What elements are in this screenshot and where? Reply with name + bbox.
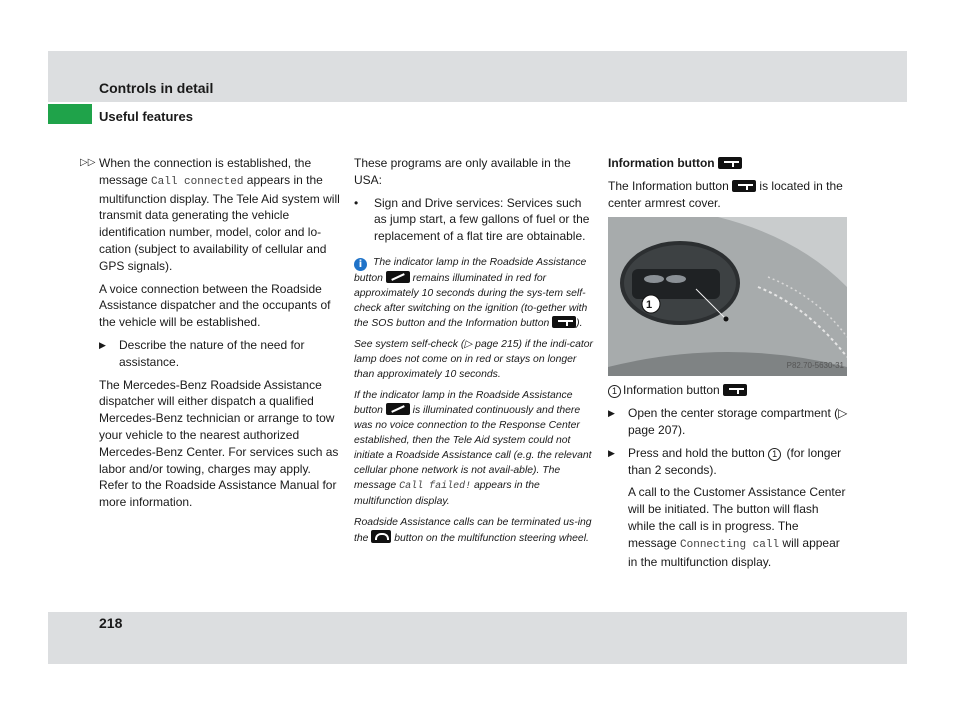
continuation-icon: ▷▷ [80, 157, 96, 168]
paragraph: The Mercedes-Benz Roadside Assistance dispatcher will either dispatch a qualified Mercedes-Benz technician or arrange to tow your vehicle to the nearest authorized Mercedes-Benz Center. For services such as labor and/or towing, charges may apply. Refer to the Roadside Assistance Manual for more information. [99, 377, 339, 510]
section-title: Controls in detail [99, 80, 214, 96]
note: If the indicator lamp in the Roadside Assistance button is illuminated continuously and there was no voice connection to the Response Center established, then the Tele Aid system could not initiate a Roadside Assistance call (e.g. the relevant cellular phone network is not avail-able). The message Call failed! appears in the multifunction display. [354, 389, 592, 507]
paragraph: When the connection is established, the message Call connected appears in the multifunction display. The Tele Aid system will transmit data generating the vehicle identification number, model, color and lo-cation (subject to availability of cellular and GPS signals). [99, 156, 340, 273]
information-button-icon [732, 180, 756, 192]
note: Roadside Assistance calls can be terminated us-ing the button on the multifunction steering wheel. [354, 516, 592, 544]
column-right [608, 155, 848, 576]
paragraph: These programs are only available in the USA: [354, 156, 571, 187]
hang-up-button-icon [371, 530, 391, 543]
display-message: Connecting call [680, 538, 780, 551]
paragraph: A voice connection between the Roadside Assistance dispatcher and the occupants of the vehicle will be established. [99, 281, 331, 330]
note: i The indicator lamp in the Roadside Assistance button remains illuminated in red for approximately 10 seconds during the sys-tem self-check after switching on the ignition (to-gether with the SOS button and the Information button ). [354, 256, 588, 329]
photo-id-label: P82.70-5630-31 [786, 360, 844, 370]
armrest-illustration [608, 217, 847, 376]
note: See system self-check (▷ page 215) if the indi-cator lamp does not come on in red or stays on longer than approximately 10 seconds. [354, 338, 593, 380]
bullet-icon: • [354, 195, 359, 210]
footer-band [48, 612, 907, 664]
instruction-step: ▶ Describe the nature of the need for assistance. [99, 337, 305, 369]
information-button-icon [552, 316, 576, 328]
information-button-icon [723, 384, 747, 396]
armrest-photo [608, 217, 847, 376]
instruction-step: ▶ Open the center storage compartment (▷ page 207). [608, 406, 848, 437]
step-arrow-icon: ▶ [608, 447, 615, 458]
list-item: • Sign and Drive services: Services such as jump start, a few gallons of fuel or the replacement of a flat tire are obtainable. [354, 195, 590, 244]
roadside-button-icon [386, 271, 410, 283]
roadside-button-icon [386, 403, 410, 415]
page-number: 218 [99, 615, 123, 631]
step-arrow-icon: ▶ [99, 339, 106, 350]
callout-number: 1 [768, 448, 781, 461]
section-marker [48, 104, 92, 124]
paragraph: The Information button is located in the center armrest cover. [608, 178, 843, 210]
instruction-step: ▶ Press and hold the button 1 (for longer than 2 seconds). [608, 445, 842, 477]
display-message: Call connected [151, 175, 244, 188]
display-message: Call failed! [399, 480, 472, 492]
paragraph: A call to the Customer Assistance Center will be initiated. The button will flash while the call is in progress. The message Connecting call will appear in the multifunction display. [628, 485, 846, 569]
column-middle [354, 155, 594, 552]
information-button-icon [718, 157, 742, 169]
info-icon: i [354, 258, 367, 271]
column-left [80, 155, 342, 517]
subheading: Information button [608, 155, 848, 172]
subsection-title: Useful features [99, 109, 193, 124]
step-arrow-icon: ▶ [608, 408, 615, 419]
figure-caption: 1 Information button [608, 382, 848, 399]
callout-number: 1 [608, 385, 621, 398]
photo-callout: 1 [646, 299, 653, 312]
